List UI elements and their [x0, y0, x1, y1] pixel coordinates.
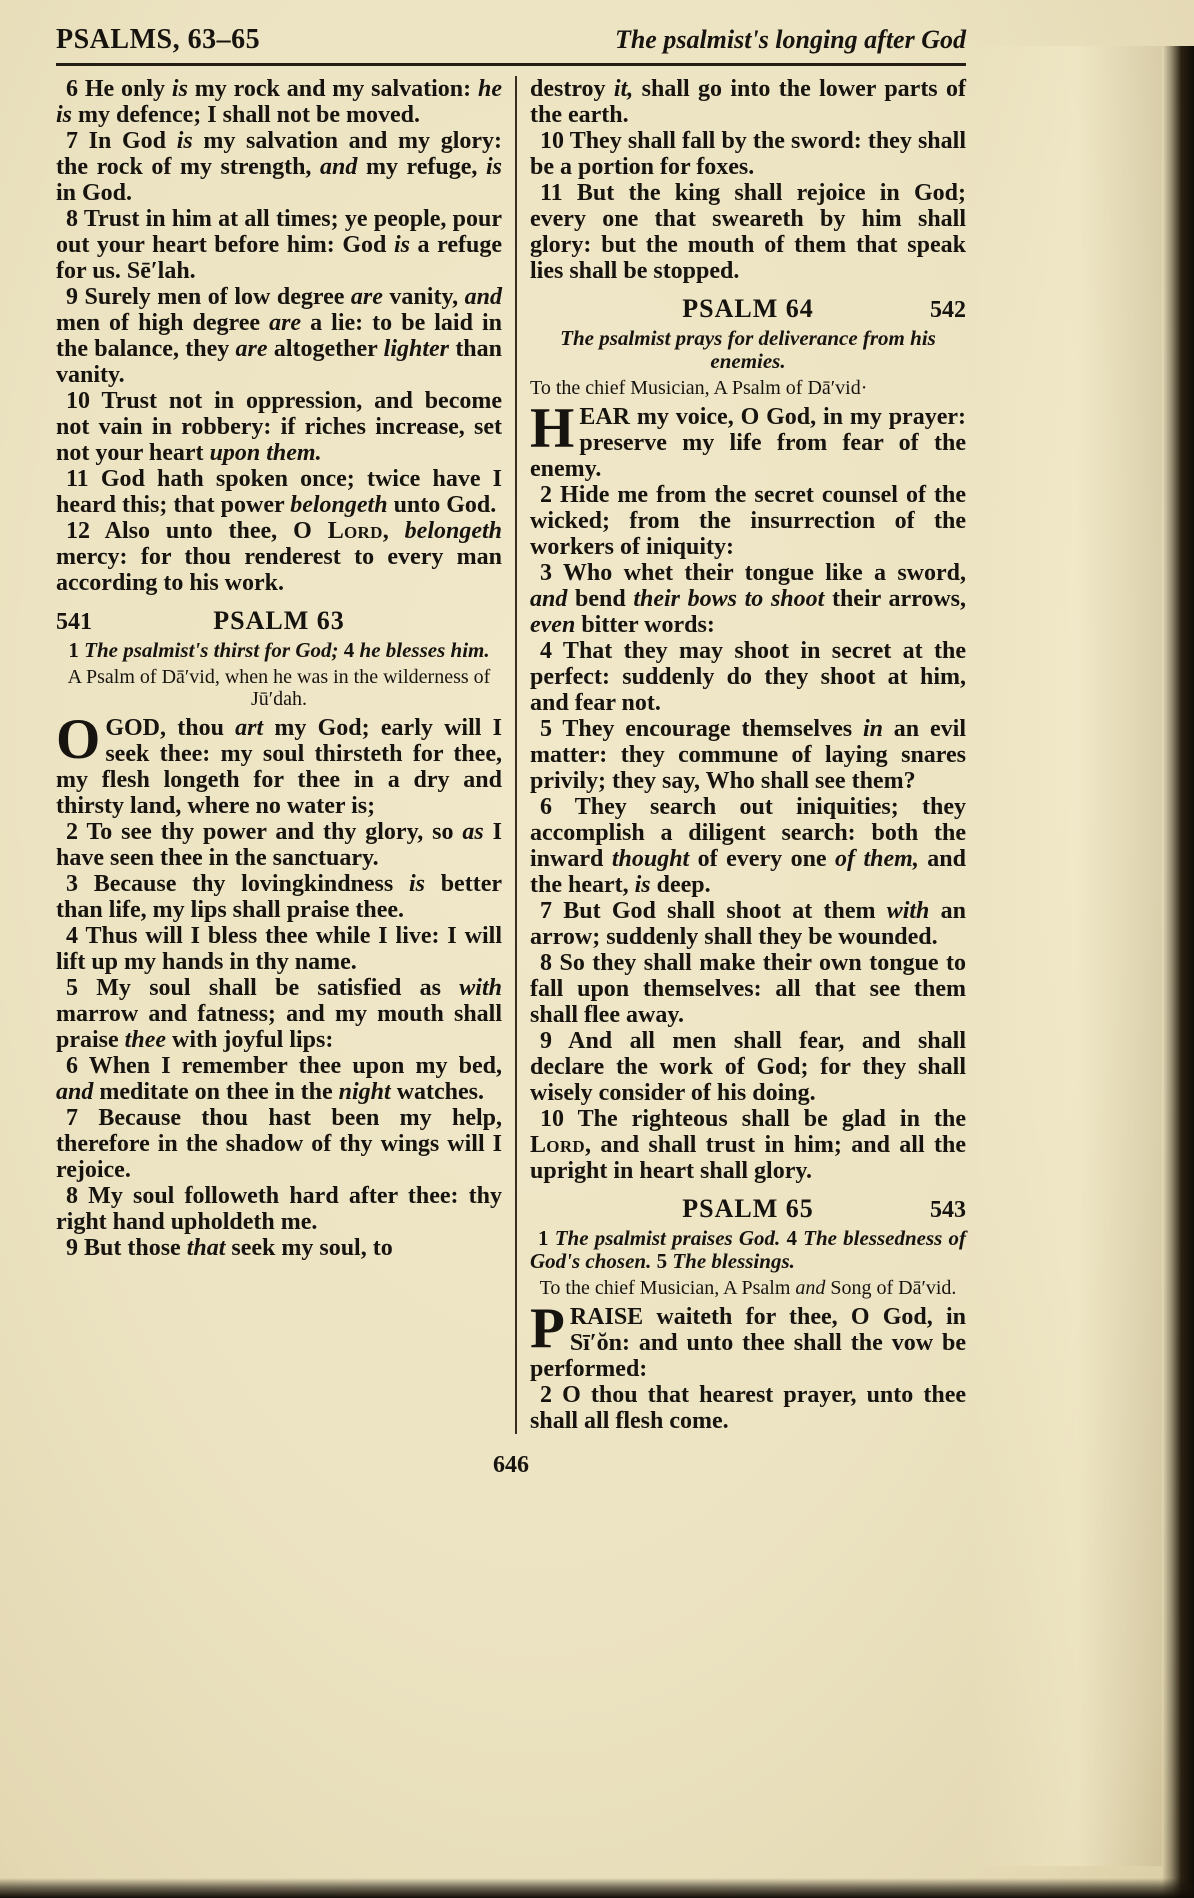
verse: 11 But the king shall rejoice in God; every one that sweareth by him shall glory: but the mouth of them that speak lies shall be stopped. [530, 180, 966, 284]
right-column [517, 76, 966, 1434]
bible-page [56, 24, 966, 1479]
drop-cap-H: H [530, 397, 575, 460]
psalm-65-summary: 1 The psalmist praises God. 4 The blessedness of God's chosen. 5 The blessings. [530, 1226, 967, 1273]
verse: 10 Trust not in oppression, and become not vain in robbery: if riches increase, set not your heart upon them. [56, 388, 502, 466]
psalm-65-heading [530, 1194, 966, 1224]
psalm-65-title: PSALM 65 [682, 1194, 814, 1223]
verse: 9 And all men shall fear, and shall declare the work of God; for they shall wisely consider of his doing. [530, 1028, 966, 1106]
verse: 10 The righteous shall be glad in the Lord, and shall trust in him; and all the upright in heart shall glory. [530, 1106, 966, 1184]
verse: 12 Also unto thee, O Lord, belongeth mercy: for thou renderest to every man according to his work. [56, 518, 503, 596]
bottom-edge-shadow [0, 1878, 1194, 1898]
verse-text: EAR my voice, O God, in my prayer: preserve my life from fear of the enemy. [530, 404, 966, 482]
header-running-title: The psalmist's longing after God [614, 25, 966, 54]
verse-text: RAISE waiteth for thee, O God, in Sī′ŏn: and unto thee shall the vow be performed: [530, 1304, 966, 1382]
outer-margin-shading [972, 46, 1162, 1866]
psalm-63-page-ref-left: 541 [56, 609, 92, 635]
verse: 6 They search out iniquities; they accomplish a diligent search: both the inward thought of every one of them, and the heart, is deep. [530, 794, 967, 898]
psalm-64-verses [530, 482, 966, 1184]
verse: 9 Surely men of low degree are vanity, and men of high degree are a lie: to be laid in the balance, they are altogether lighter than vanity. [56, 284, 503, 388]
verse: 8 So they shall make their own tongue to fall upon themselves: all that see them shall flee away. [530, 950, 966, 1028]
psalm-64-title: PSALM 64 [682, 294, 814, 323]
psalm-65-page-ref-right: 543 [930, 1197, 966, 1223]
header-rule [56, 63, 966, 66]
verse: 2 To see thy power and thy glory, so as I have seen thee in the sanctuary. [56, 819, 502, 871]
verse: 6 He only is my rock and my salvation: he is my defence; I shall not be moved. [56, 76, 502, 128]
psalm-63-summary: 1 The psalmist's thirst for God; 4 he blesses him. [68, 638, 490, 662]
verse: 2 Hide me from the secret counsel of the wicked; from the insurrection of the workers of iniquity: [530, 482, 966, 560]
verse: 8 My soul followeth hard after thee: thy right hand upholdeth me. [56, 1183, 502, 1235]
verse: 5 They encourage themselves in an evil matter: they commune of laying snares privily; they say, Who shall see them? [530, 716, 966, 794]
verse: 7 But God shall shoot at them with an arrow; suddenly shall they be wounded. [530, 898, 966, 950]
psalm-64-page-ref-right: 542 [930, 297, 966, 323]
psalm-64-heading [530, 294, 966, 324]
header-book-range: PSALMS, 63–65 [56, 24, 261, 55]
psalm-63-heading [56, 606, 502, 636]
page-header [56, 24, 966, 56]
psalm-63-attribution: A Psalm of Dā′vid, when he was in the wilderness of Jū′dah. [67, 666, 491, 710]
verse: 8 Trust in him at all times; ye people, pour out your heart before him: God is a refuge for us. Sē′lah. [56, 206, 502, 284]
psalm-64-summary: The psalmist prays for deliverance from his enemies. [560, 326, 936, 373]
psalm-63-verse-1 [56, 708, 502, 819]
psalm-65-verse-1 [530, 1297, 966, 1382]
page-edge-shadow [1162, 46, 1194, 1898]
psalm-63-verses [56, 819, 502, 1261]
verse: 11 God hath spoken once; twice have I heard this; that power belongeth unto God. [56, 466, 502, 518]
page-number: 646 [493, 1452, 529, 1478]
left-column [56, 76, 517, 1434]
psalm-63-verse-9-continuation: destroy it, shall go into the lower parts of the earth. [530, 76, 966, 128]
drop-cap-P: P [530, 1297, 565, 1360]
verse: 4 Thus will I bless thee while I live: I will lift up my hands in thy name. [56, 923, 502, 975]
verse: 2 O thou that hearest prayer, unto thee shall all flesh come. [530, 1382, 966, 1434]
psalm-62-verses [56, 76, 502, 596]
text-columns [56, 76, 966, 1434]
psalm-64-verse-1 [530, 397, 966, 482]
verse: 9 But those that seek my soul, to [66, 1235, 393, 1261]
psalm-65-verses [530, 1382, 966, 1434]
drop-cap-O: O [56, 708, 101, 771]
psalm-65-attribution: To the chief Musician, A Psalm and Song of Dā′vid. [539, 1277, 957, 1299]
verse: 3 Who whet their tongue like a sword, and bend their bows to shoot their arrows, even bitter words: [530, 560, 967, 638]
verse: 10 They shall fall by the sword: they shall be a portion for foxes. [530, 128, 966, 180]
psalm-63-title: PSALM 63 [213, 606, 345, 635]
verse: 4 That they may shoot in secret at the perfect: suddenly do they shoot at him, and fear not. [530, 638, 966, 716]
psalm-63-tail-verses [530, 128, 966, 284]
verse: 5 My soul shall be satisfied as with marrow and fatness; and my mouth shall praise thee with joyful lips: [56, 975, 502, 1053]
psalm-64-attribution: To the chief Musician, A Psalm of Dā′vid· [530, 377, 868, 399]
verse: 7 Because thou hast been my help, therefore in the shadow of thy wings will I rejoice. [56, 1105, 502, 1183]
verse: 6 When I remember thee upon my bed, and meditate on thee in the night watches. [56, 1053, 502, 1105]
verse: 3 Because thy lovingkindness is better than life, my lips shall praise thee. [56, 871, 502, 923]
verse: 7 In God is my salvation and my glory: the rock of my strength, and my refuge, is in God. [56, 128, 503, 206]
verse-text: GOD, thou art my God; early will I seek thee: my soul thirsteth for thee, my flesh longeth for thee in a dry and thirsty land, where no water is; [56, 715, 502, 819]
